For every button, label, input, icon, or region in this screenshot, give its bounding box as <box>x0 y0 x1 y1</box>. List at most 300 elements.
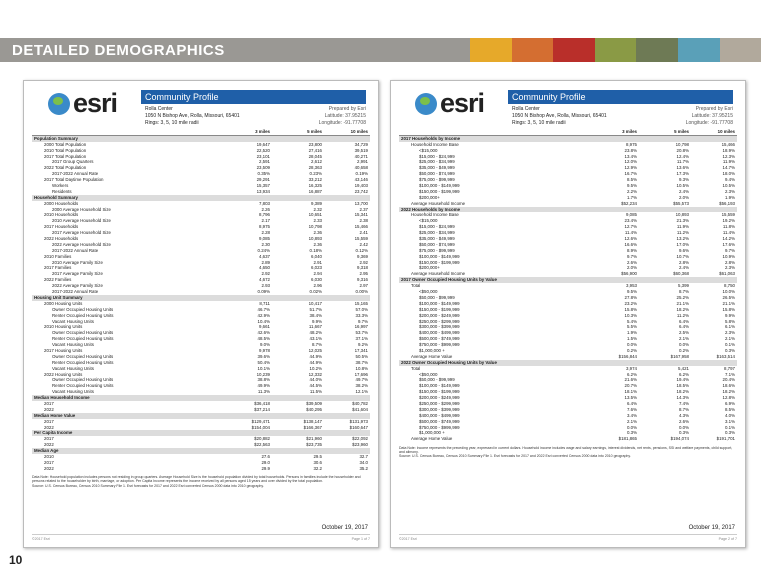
row-value: $20,882 <box>254 436 270 442</box>
row-value: 23,742 <box>354 188 368 194</box>
row-value: 2.1% <box>626 418 637 424</box>
row-value: 12.6% <box>624 236 637 242</box>
row-value: 9,661 <box>259 324 270 330</box>
row-label: 2010 Households <box>44 212 79 218</box>
row-value: 28,363 <box>308 165 322 171</box>
row-label: Workers <box>52 183 69 189</box>
color-swatch <box>512 38 554 62</box>
row-label: 2017 Total Population <box>44 153 87 159</box>
row-label: Average Household Income <box>411 200 466 206</box>
longitude: Longitude: -91.77708 <box>685 120 733 126</box>
row-label: $100,000 - $149,999 <box>419 253 460 259</box>
row-label: $1,000,000 + <box>419 347 445 353</box>
row-value: 7.6% <box>626 406 637 412</box>
row-value: 9,318 <box>357 265 368 271</box>
row-value: 42.6% <box>257 330 270 336</box>
row-value: 4.3% <box>678 412 689 418</box>
row-value: 32.7 <box>359 453 368 459</box>
row-value: 13,700 <box>354 200 368 206</box>
row-label: 2017 Owner Occupied Housing Units by Value <box>401 277 497 283</box>
row-value: 15,341 <box>354 212 368 218</box>
color-swatch <box>470 38 512 62</box>
row-label: Average Household Income <box>411 271 466 277</box>
row-value: 10,798 <box>308 224 322 230</box>
banner-title: DETAILED DEMOGRAPHICS <box>12 42 225 59</box>
row-value: 10.5% <box>676 183 689 189</box>
row-value: 2.30 <box>261 241 270 247</box>
row-label: Median Household Income <box>34 395 90 401</box>
row-value: 0.09% <box>257 289 270 295</box>
row-value: 8,750 <box>724 283 735 289</box>
row-value: 38.2% <box>355 383 368 389</box>
row-label: Owner Occupied Housing Units <box>52 306 114 312</box>
row-value: $36,418 <box>254 400 270 406</box>
row-label: $100,000 - $149,999 <box>419 183 460 189</box>
row-value: 2.94 <box>313 271 322 277</box>
row-value: 22,520 <box>256 147 270 153</box>
row-label: 2022 Households <box>44 236 79 242</box>
row-value: 37.1% <box>355 336 368 342</box>
row-value: 2.36 <box>313 230 322 236</box>
esri-globe-icon <box>415 93 437 115</box>
row-value: 0.18% <box>309 247 322 253</box>
row-label: $25,000 - $34,999 <box>419 159 455 165</box>
row-label: 2017 Housing Units <box>44 347 83 353</box>
page-footer <box>399 534 737 541</box>
row-label: $300,000 - $399,999 <box>419 406 460 412</box>
row-value: 1.5% <box>626 336 637 342</box>
row-label: 2010 Average Family Size <box>52 259 103 265</box>
row-value: 18.1% <box>624 389 637 395</box>
row-value: 0.3% <box>724 430 735 436</box>
row-value: 6.2% <box>678 371 689 377</box>
row-label: Owner Occupied Housing Units <box>52 353 114 359</box>
row-label: 2017 <box>44 459 54 465</box>
row-value: 38.4% <box>309 312 322 318</box>
row-label: Vacant Housing Units <box>52 318 94 324</box>
row-value: 2.41 <box>359 230 368 236</box>
row-value: 49.7% <box>355 377 368 383</box>
column-header: 5 miles <box>307 129 322 134</box>
location-name: Rolla Center <box>512 106 540 112</box>
row-value: 10.7% <box>676 253 689 259</box>
row-value: $55,573 <box>673 200 689 206</box>
row-value: 11,667 <box>308 324 322 330</box>
row-label: $300,000 - $399,999 <box>419 324 460 330</box>
row-value: 15,559 <box>721 212 735 218</box>
row-label: $400,000 - $499,999 <box>419 330 460 336</box>
row-label: 2000 Average Household Size <box>52 206 111 212</box>
row-value: 44.0% <box>309 377 322 383</box>
column-header: 3 miles <box>622 129 637 134</box>
row-value: 8.7% <box>311 342 322 348</box>
row-value: 19,403 <box>354 183 368 189</box>
row-value: 9.9% <box>311 318 322 324</box>
row-value: 4,672 <box>259 277 270 283</box>
data-notes <box>32 475 370 488</box>
row-label: 2010 Average Household Size <box>52 218 111 224</box>
row-value: $60,368 <box>673 271 689 277</box>
row-label: $25,000 - $34,999 <box>419 230 455 236</box>
row-label: 2010 Housing Units <box>44 324 83 330</box>
row-value: 0.0% <box>626 342 637 348</box>
row-label: Total <box>411 283 421 289</box>
row-value: 9.4% <box>724 177 735 183</box>
location-name: Rolla Center <box>145 106 173 112</box>
row-value: 2.3% <box>724 265 735 271</box>
row-value: 11.5% <box>309 389 322 395</box>
row-value: 2.4% <box>678 188 689 194</box>
row-value: 2.1% <box>724 336 735 342</box>
row-value: 57.0% <box>355 306 368 312</box>
row-label: $50,000 - $99,999 <box>419 377 455 383</box>
row-label: 2010 Families <box>44 253 72 259</box>
row-value: 0.1% <box>724 424 735 430</box>
row-value: 6,030 <box>311 277 322 283</box>
row-label: 2010 Total Population <box>44 147 87 153</box>
source-text: Source: U.S. Census Bureau, Census 2010 Summary File 1. Esri forecasts for 2017 and 2022 Esri converted Census 2000 data into 2010 geography. <box>32 483 264 488</box>
row-label: 2017 Average Family Size <box>52 271 103 277</box>
row-value: 38.7% <box>355 359 368 365</box>
row-value: 15.8% <box>722 306 735 312</box>
row-label: <$15,000 <box>419 147 438 153</box>
row-value: 2.37 <box>359 206 368 212</box>
row-value: $154,004 <box>251 424 270 430</box>
row-value: 12.9% <box>624 165 637 171</box>
row-label: Vacant Housing Units <box>52 389 94 395</box>
row-label: Population Summary <box>34 135 78 141</box>
row-label: 2022 <box>44 465 54 471</box>
row-value: 2.17 <box>261 218 270 224</box>
row-value: 2.8% <box>678 259 689 265</box>
row-value: 2,991 <box>357 159 368 165</box>
row-value: 21.3% <box>676 218 689 224</box>
table-row <box>32 466 370 472</box>
row-value: 10,798 <box>675 141 689 147</box>
data-note-text: Data Note: Household population includes persons not residing in group quarters. Average Household Size is the household population divided by total households. Persons in families include the householder and persons related to the householder by birth, marriage, or adoption. Per Capita Income represents the income received by all persons aged 15 years and over divided by the total population. <box>32 475 361 484</box>
row-value: 2.97 <box>359 283 368 289</box>
row-value: 5,421 <box>678 365 689 371</box>
row-value: 15,357 <box>256 183 270 189</box>
row-value: 2.1% <box>678 336 689 342</box>
column-header-row <box>399 129 737 136</box>
row-value: 7.1% <box>724 371 735 377</box>
row-value: 4,637 <box>259 253 270 259</box>
row-value: 8.7% <box>678 406 689 412</box>
row-value: 3.4% <box>626 412 637 418</box>
location-rings: Rings: 3, 5, 10 mile radii <box>512 120 566 126</box>
row-value: 6.2% <box>626 371 637 377</box>
row-label: 2022 Total Population <box>44 165 87 171</box>
prepared-by: Prepared by Esri <box>695 106 733 112</box>
row-label: $200,000+ <box>419 265 440 271</box>
row-value: 9,085 <box>626 212 637 218</box>
row-value: 12.3% <box>722 153 735 159</box>
profile-table <box>399 129 737 442</box>
row-value: 2.26 <box>261 206 270 212</box>
row-label: $100,000 - $149,999 <box>419 300 460 306</box>
row-value: 11.4% <box>722 230 735 236</box>
row-value: 2.93 <box>261 283 270 289</box>
row-value: 9.6% <box>678 247 689 253</box>
row-label: <$50,000 <box>419 289 438 295</box>
row-value: 19.2% <box>722 218 735 224</box>
row-value: 17,696 <box>354 371 368 377</box>
row-value: 50.4% <box>257 359 270 365</box>
row-value: 0.0% <box>678 342 689 348</box>
row-value: 27,416 <box>308 147 322 153</box>
row-label: Median Home Value <box>34 412 76 418</box>
row-value: 19,647 <box>256 141 270 147</box>
row-value: 2.6% <box>678 418 689 424</box>
row-value: 11.7% <box>676 159 689 165</box>
esri-globe-icon <box>48 93 70 115</box>
row-value: 53.7% <box>355 330 368 336</box>
row-value: 0.0% <box>678 424 689 430</box>
row-value: 18.2% <box>676 389 689 395</box>
row-value: 14.7% <box>722 165 735 171</box>
row-value: 14.2% <box>722 236 735 242</box>
row-label: $50,000 - $99,999 <box>419 294 455 300</box>
row-value: 10.4% <box>257 318 270 324</box>
row-value: 8,975 <box>626 141 637 147</box>
row-value: 2.89 <box>261 259 270 265</box>
page-number: 10 <box>9 553 23 567</box>
row-value: 2.38 <box>359 218 368 224</box>
profile-page-1 <box>23 80 379 548</box>
row-value: 14.3% <box>676 395 689 401</box>
row-value: 6.4% <box>626 400 637 406</box>
row-value: $56,193 <box>719 200 735 206</box>
row-value: 0.1% <box>724 342 735 348</box>
row-value: $181,865 <box>618 436 637 442</box>
row-value: 15,466 <box>721 141 735 147</box>
row-value: 18.9% <box>722 147 735 153</box>
row-value: 2.92 <box>359 259 368 265</box>
column-header: 10 miles <box>717 129 735 134</box>
row-value: 33.3% <box>355 312 368 318</box>
row-value: $138,147 <box>303 418 322 424</box>
color-swatch <box>720 38 761 62</box>
row-label: 2017 Group Quarters <box>52 159 94 165</box>
row-value: 15,466 <box>354 224 368 230</box>
location-address: 1050 N Bishop Ave, Rolla, Missouri, 65401 <box>145 113 240 119</box>
row-value: 16.7% <box>624 171 637 177</box>
row-value: 9.7% <box>626 253 637 259</box>
row-value: 10,651 <box>308 212 322 218</box>
row-label: $150,000 - $199,999 <box>419 259 460 265</box>
page-footer <box>32 534 370 541</box>
row-label: 2022 <box>44 442 54 448</box>
row-label: Vacant Housing Units <box>52 342 94 348</box>
row-label: Household Income Base <box>411 212 459 218</box>
row-value: 9.5% <box>626 183 637 189</box>
row-value: 8.5% <box>626 177 637 183</box>
row-label: $400,000 - $499,999 <box>419 412 460 418</box>
row-value: 9,316 <box>357 277 368 283</box>
row-value: $41,604 <box>352 406 368 412</box>
row-value: 8.9% <box>626 247 637 253</box>
row-value: 3,974 <box>626 365 637 371</box>
row-value: 8,711 <box>259 300 270 306</box>
row-value: 9.7% <box>357 318 368 324</box>
row-value: 8,797 <box>724 365 735 371</box>
row-value: 23,509 <box>256 165 270 171</box>
row-label: 2017 Total Daytime Population <box>44 177 104 183</box>
row-label: $35,000 - $49,999 <box>419 165 455 171</box>
row-value: 13.5% <box>624 395 637 401</box>
row-value: $40,295 <box>306 406 322 412</box>
row-value: 12.7% <box>624 224 637 230</box>
row-value: 12.4% <box>676 153 689 159</box>
row-label: $750,000 - $999,999 <box>419 342 460 348</box>
row-value: 12.0% <box>624 159 637 165</box>
prepared-by: Prepared by Esri <box>328 106 366 112</box>
row-label: Residents <box>52 188 72 194</box>
row-value: $131,973 <box>349 418 368 424</box>
row-value: 9.2% <box>357 342 368 348</box>
row-value: 0.0% <box>626 424 637 430</box>
row-value: $22,092 <box>352 436 368 442</box>
row-label: Renter Occupied Housing Units <box>52 312 114 318</box>
row-value: 23.4% <box>624 218 637 224</box>
row-label: Owner Occupied Housing Units <box>52 377 114 383</box>
row-label: 2022 <box>44 424 54 430</box>
row-value: $61,063 <box>719 271 735 277</box>
location-address: 1050 N Bishop Ave, Rolla, Missouri, 65401 <box>512 113 607 119</box>
footer-copyright: ©2017 Esri <box>399 537 417 541</box>
row-value: 6,023 <box>311 265 322 271</box>
row-value: 2.28 <box>261 230 270 236</box>
row-value: $163,514 <box>716 353 735 359</box>
banner <box>0 0 761 68</box>
row-label: 2010 <box>44 453 54 459</box>
row-value: $40,782 <box>352 400 368 406</box>
row-value: 27.6 <box>261 453 270 459</box>
row-value: $129,471 <box>251 418 270 424</box>
row-value: 1.7% <box>626 194 637 200</box>
row-label: $150,000 - $199,999 <box>419 389 460 395</box>
column-header-row <box>32 129 370 136</box>
row-value: 23,800 <box>308 141 322 147</box>
footer-page: Page 2 of 7 <box>718 537 737 541</box>
row-value: 0.35% <box>257 171 270 177</box>
row-label: Renter Occupied Housing Units <box>52 336 114 342</box>
row-value: 2.32 <box>313 206 322 212</box>
row-value: 4.0% <box>724 412 735 418</box>
row-value: 2.0% <box>678 194 689 200</box>
row-value: 5.5% <box>626 324 637 330</box>
row-value: 30.6 <box>313 459 322 465</box>
row-label: 2017-2022 Annual Rate <box>52 247 99 253</box>
row-value: 17.3% <box>676 171 689 177</box>
row-value: 34.0 <box>359 459 368 465</box>
row-label: Total <box>411 365 421 371</box>
row-value: 7,803 <box>259 200 270 206</box>
row-value: 2.8% <box>724 259 735 265</box>
row-label: $35,000 - $49,999 <box>419 236 455 242</box>
profile-page-2 <box>390 80 746 548</box>
row-value: 0.2% <box>678 347 689 353</box>
row-value: 3.1% <box>724 418 735 424</box>
row-value: $23,960 <box>352 442 368 448</box>
row-value: 0.24% <box>257 247 270 253</box>
row-value: 2.0% <box>626 265 637 271</box>
row-value: 40,271 <box>354 153 368 159</box>
row-value: 39,519 <box>354 147 368 153</box>
column-header: 5 miles <box>674 129 689 134</box>
row-value: 9.9% <box>724 312 735 318</box>
row-value: $166,367 <box>303 424 322 430</box>
row-value: 21.6% <box>624 377 637 383</box>
row-value: 11.9% <box>676 224 689 230</box>
row-value: 50.5% <box>355 353 368 359</box>
row-value: 10.1% <box>257 365 270 371</box>
row-value: 0.12% <box>355 247 368 253</box>
row-value: 18.6% <box>722 383 735 389</box>
row-value: $194,074 <box>670 436 689 442</box>
column-header: 10 miles <box>350 129 368 134</box>
row-label: $150,000 - $199,999 <box>419 188 460 194</box>
esri-logo <box>48 88 134 119</box>
row-value: 11.4% <box>624 230 637 236</box>
row-value: 8.7% <box>678 289 689 295</box>
row-label: 2017-2022 Annual Rate <box>52 289 99 295</box>
row-value: 6,040 <box>311 253 322 259</box>
row-value: 11.9% <box>722 159 735 165</box>
row-value: $21,960 <box>306 436 322 442</box>
row-label: 2017 <box>44 400 54 406</box>
esri-logo <box>415 88 501 119</box>
report-date: October 19, 2017 <box>321 525 368 531</box>
row-value: 6.9% <box>724 400 735 406</box>
row-value: 16.6% <box>624 241 637 247</box>
row-value: 29.0 <box>261 459 270 465</box>
row-label: 2022 <box>44 406 54 412</box>
row-value: 7.4% <box>678 400 689 406</box>
row-value: $156,844 <box>618 353 637 359</box>
footer-copyright: ©2017 Esri <box>32 537 50 541</box>
report-date: October 19, 2017 <box>688 525 735 531</box>
row-label: 2000 Housing Units <box>44 300 83 306</box>
row-value: 3,953 <box>626 283 637 289</box>
row-value: 11.2% <box>676 312 689 318</box>
row-label: <$15,000 <box>419 218 438 224</box>
source-text: Source: U.S. Census Bureau, Census 2010 Summary File 1. Esri forecasts for 2017 and 2022 Esri converted Census 2000 data into 2010 geography. <box>399 454 631 459</box>
row-value: 6.4% <box>678 324 689 330</box>
row-value: 4,650 <box>259 265 270 271</box>
data-notes <box>399 446 737 459</box>
row-value: 10.8% <box>355 365 368 371</box>
row-value: 2.91 <box>313 259 322 265</box>
esri-wordmark: esri <box>73 88 118 118</box>
row-value: 0.02% <box>309 289 322 295</box>
profile-table <box>32 129 370 472</box>
row-value: 9,369 <box>357 253 368 259</box>
row-label: Renter Occupied Housing Units <box>52 383 114 389</box>
row-label: 2017 Households by Income <box>401 135 461 141</box>
row-label: 2022 Households by Income <box>401 206 461 212</box>
row-value: 48.2% <box>309 330 322 336</box>
row-value: 15,165 <box>354 300 368 306</box>
row-value: 8.5% <box>724 406 735 412</box>
row-value: 17.6% <box>722 241 735 247</box>
row-value: 9,389 <box>311 200 322 206</box>
row-value: 10,893 <box>308 236 322 242</box>
color-swatch <box>553 38 595 62</box>
row-value: 2.95 <box>359 271 368 277</box>
row-value: 0.3% <box>678 430 689 436</box>
